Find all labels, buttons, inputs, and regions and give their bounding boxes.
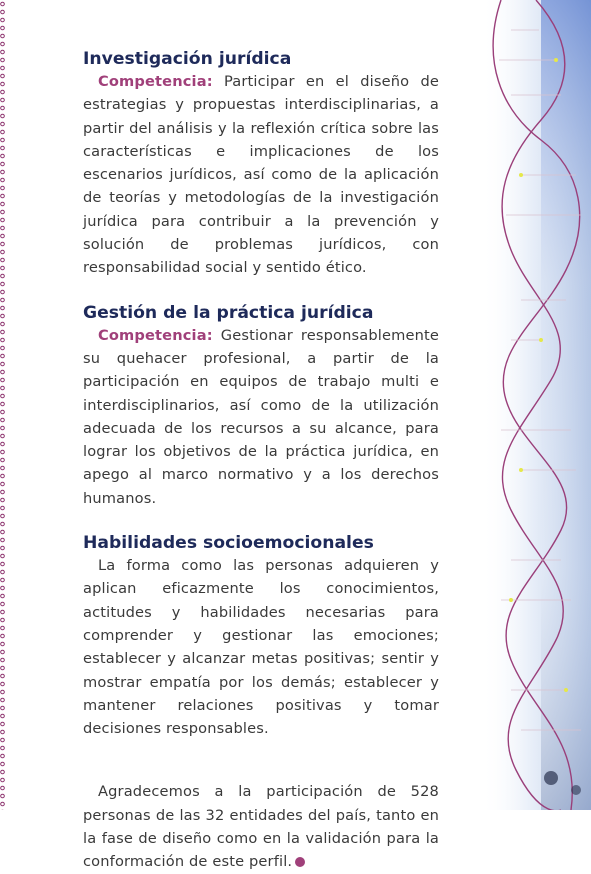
section-gestion-practica-juridica	[83, 302, 439, 510]
end-of-text-icon	[295, 857, 305, 867]
page-content	[83, 48, 439, 874]
competency-paragraph	[83, 70, 439, 280]
dotted-page-border	[0, 0, 10, 810]
section-investigacion-juridica	[83, 48, 439, 280]
competency-label: Competencia:	[98, 326, 213, 344]
acknowledgement-text: Agradecemos a la participación de 528 personas de las 32 entidades del país, tanto en la fase de diseño como en la validación para la conformación de este perfil.	[83, 783, 439, 871]
section-heading: Investigación jurídica	[83, 49, 292, 69]
section-heading: Habilidades socioemocionales	[83, 533, 374, 554]
competency-paragraph	[83, 324, 439, 510]
section-paragraph: La forma como las personas adquieren y aplican eficazmente los conocimientos, actitudes y habilidades necesarias para comprender y gestionar las emociones; establecer y alcanzar metas positivas; sentir y mostrar empatía por los demás; establecer y mantener relaciones positivas y tomar decisiones responsables.	[83, 557, 439, 738]
competency-label: Competencia:	[98, 73, 213, 90]
competency-text: Gestionar responsablemente su quehacer profesional, a partir de la participación en equipos de trabajo multi e interdisciplinarios, así como de la utilización adecuada de los recursos a su alcance, para lograr los objetivos de la práctica jurídica, en apego al marco normativo y a los derechos humanos.	[83, 326, 439, 507]
section-habilidades-socioemocionales	[83, 532, 439, 740]
dna-helix-illustration	[481, 0, 591, 810]
competency-text: Participar en el diseño de estrategias y propuestas interdisciplinarias, a partir del análisis y la reflexión crítica sobre las características e implicaciones de los escenarios jurídicos, así como de la aplicación de teorías y metodologías de la investigación jurídica para contribuir a la prevención y solución de problemas jurídicos, con responsabilidad social y sentido ético.	[83, 73, 439, 277]
section-heading: Gestión de la práctica jurídica	[83, 302, 374, 323]
acknowledgement-paragraph	[83, 780, 439, 873]
